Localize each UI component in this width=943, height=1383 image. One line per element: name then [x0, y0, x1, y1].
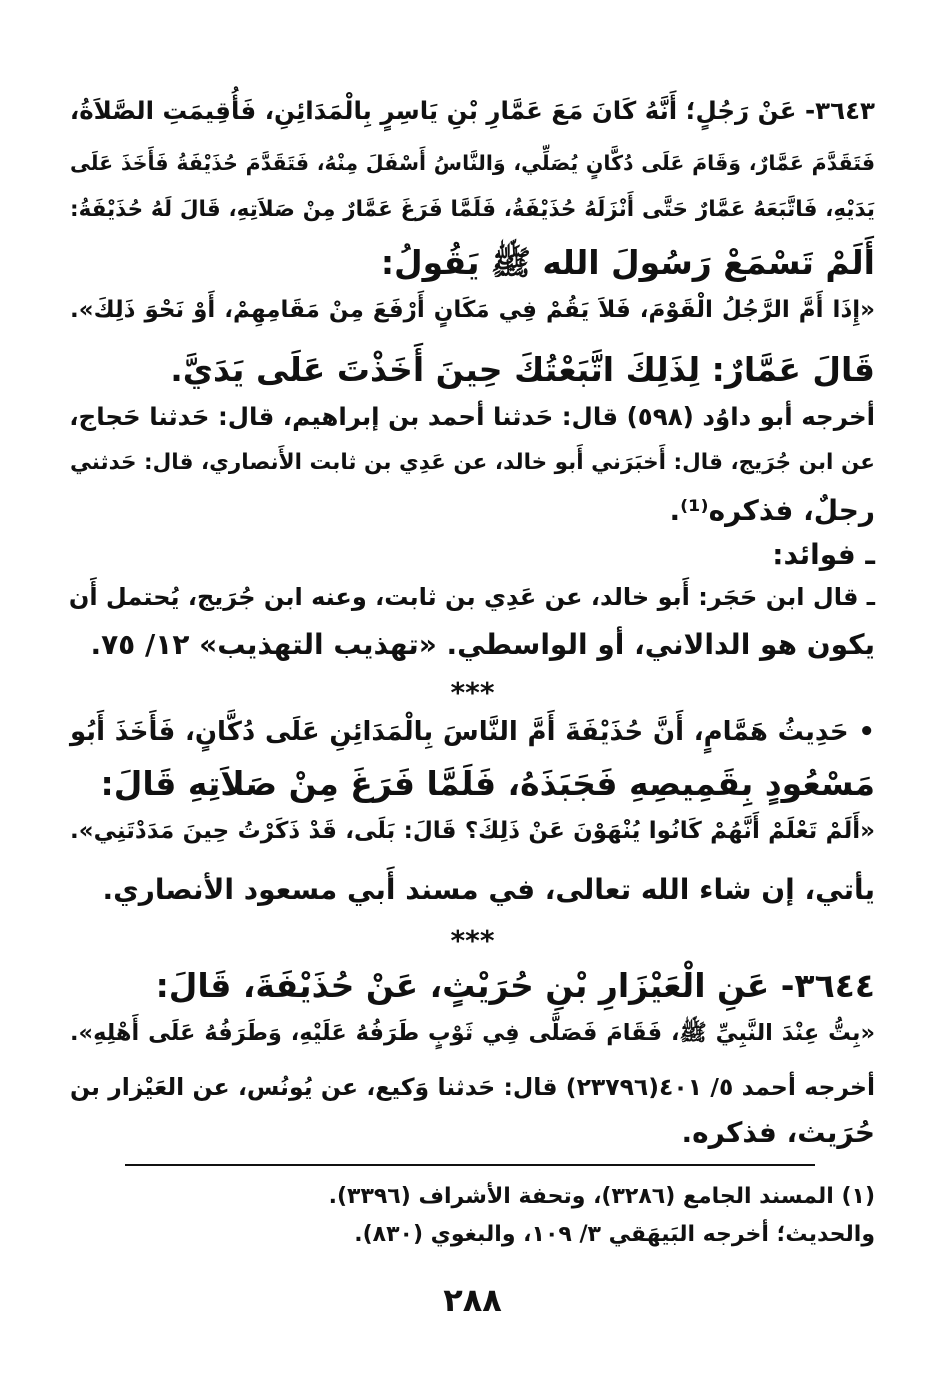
footnote-1-line-1: (١) المسند الجامع (٣٢٨٦)، وتحفة الأشراف (٣٣٩٦).	[328, 1184, 875, 1209]
takhrij-3643-line-2: عن ابن جُرَيج، قال: أَخبَرَني أَبو خالد، عن عَدِي بن ثابت الأَنصاري، قال: حَدثني	[70, 450, 875, 475]
section-separator: ***	[450, 924, 495, 957]
hadith-3643-matn-quote: «إِذَا أَمَّ الرَّجُلُ الْقَوْمَ، فَلاَ يَقُمْ فِي مَكَانٍ أَرْفَعَ مِنْ مَقَامِهِمْ، أَوْ نَحْوَ ذَلِكَ».	[70, 297, 875, 323]
takhrij-3644-line-1: أخرجه أحمد ٥/ ٤٠١(٢٣٧٩٦) قال: حَدثنا وَكيع، عن يُونُس، عن العَيْزار بن	[70, 1073, 876, 1101]
hadith-3644-matn-quote: «بِتُّ عِنْدَ النَّبِيِّ ﷺ، فَقَامَ فَصَلَّى فِي ثَوْبٍ طَرَفُهُ عَلَيْهِ، وَطَرَفُهُ عَلَى أَهْلِهِ».	[70, 1020, 875, 1046]
hammam-line-1: • حَدِيثُ هَمَّامٍ، أَنَّ حُذَيْفَةَ أَمَّ النَّاسَ بِالْمَدَائِنِ عَلَى دُكَّانٍ، فَأَخَذَ أَبُو	[70, 717, 875, 747]
fawaid-line-2: يكون هو الدالاني، أو الواسطي. «تهذيب التهذيب» ١٢/ ٧٥.	[90, 628, 875, 661]
footnote-divider	[125, 1164, 815, 1166]
hammam-matn-quote: «أَلَمْ تَعْلَمْ أَنَّهُمْ كَانُوا يُنْهَوْنَ عَنْ ذَلِكَ؟ قَالَ: بَلَى، قَدْ ذَكَرْتُ حِينَ مَدَدْتَنِي».	[70, 818, 875, 844]
hadith-3643-ammar-reply: قَالَ عَمَّارٌ: لِذَلِكَ اتَّبَعْتُكَ حِينَ أَخَذْتَ عَلَى يَدَيَّ.	[170, 350, 875, 389]
hadith-3643-line-2: فَتَقَدَّمَ عَمَّارٌ، وَقَامَ عَلَى دُكَّانٍ يُصَلِّي، وَالنَّاسُ أَسْفَلَ مِنْهُ، فَتَقَدَّمَ حُذَيْفَةُ فَأَخَذَ عَلَى	[70, 151, 875, 175]
section-separator: ***	[450, 676, 495, 709]
fawaid-line-1: ـ قال ابن حَجَر: أَبو خالد، عن عَدِي بن ثابت، وعنه ابن جُرَيج، يُحتمل أَن	[68, 583, 875, 611]
takhrij-3643-line-3: رجلٌ، فذكره⁽¹⁾.	[669, 494, 875, 527]
hadith-3644-line-1: ٣٦٤٤- عَنِ الْعَيْزَارِ بْنِ حُرَيْثٍ، عَنْ حُذَيْفَةَ، قَالَ:	[155, 966, 875, 1005]
hammam-cross-reference: يأتي، إن شاء الله تعالى، في مسند أَبي مسعود الأنصاري.	[102, 873, 875, 906]
takhrij-3644-line-2: حُرَيث، فذكره.	[681, 1116, 875, 1149]
hadith-3643-line-1: ٣٦٤٣- عَنْ رَجُلٍ؛ أَنَّهُ كَانَ مَعَ عَمَّارِ بْنِ يَاسِرٍ بِالْمَدَائِنِ، فَأُقِيمَتِ الصَّلاَةُ،	[69, 96, 875, 125]
page-number: ٢٨٨	[443, 1281, 502, 1319]
hadith-3643-line-4: أَلَمْ تَسْمَعْ رَسُولَ الله ﷺ يَقُولُ:	[380, 243, 875, 282]
fawaid-heading: ـ فوائد:	[772, 538, 875, 571]
hammam-line-2: مَسْعُودٍ بِقَمِيصِهِ فَجَبَذَهُ، فَلَمَّا فَرَغَ مِنْ صَلاَتِهِ قَالَ:	[100, 764, 875, 803]
hadith-3643-line-3: يَدَيْهِ، فَاتَّبَعَهُ عَمَّارٌ حَتَّى أَنْزَلَهُ حُذَيْفَةُ، فَلَمَّا فَرَغَ عَمَّارٌ مِنْ صَلاَتِهِ، قَالَ لَهُ حُذَيْفَةُ:	[70, 197, 875, 222]
takhrij-3643-line-1: أخرجه أبو داوُد (٥٩٨) قال: حَدثنا أحمد بن إبراهيم، قال: حَدثنا حَجاج،	[69, 402, 875, 431]
footnote-1-line-2: والحديث؛ أخرجه البَيهَقي ٣/ ١٠٩، والبغوي (٨٣٠).	[354, 1222, 875, 1247]
